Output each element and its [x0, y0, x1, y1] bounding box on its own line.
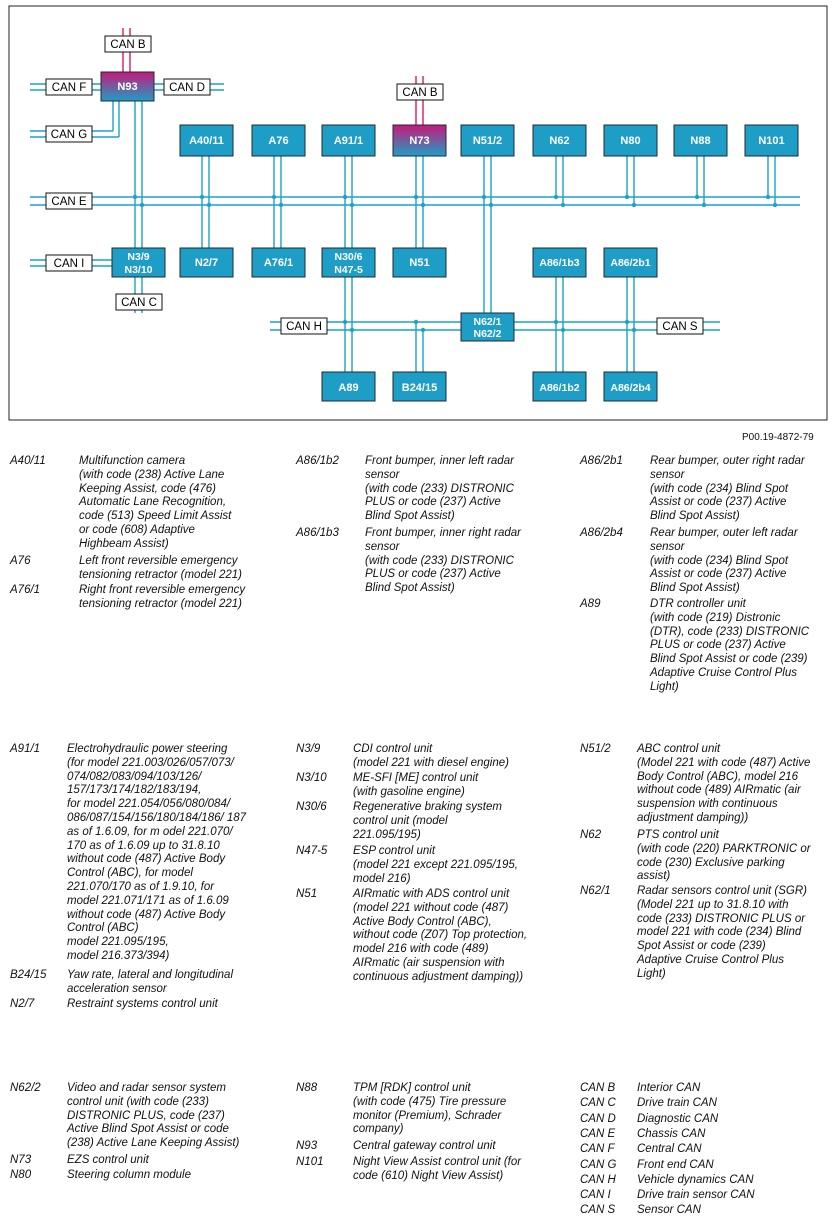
module-n2-7-label: N2/7: [194, 257, 219, 269]
legend-code: A91/1: [10, 743, 41, 755]
legend-code: A40/11: [10, 455, 46, 467]
legend-code: CAN D: [580, 1113, 616, 1125]
junction-dot: [414, 195, 418, 199]
module-n62-2-label: N62/2: [473, 328, 502, 340]
junction-dot: [343, 320, 347, 324]
legend-code: CAN C: [580, 1097, 616, 1109]
legend-desc: Restraint systems control unit: [67, 998, 218, 1010]
junction-dot: [561, 328, 565, 332]
legend-code: N3/9: [296, 743, 321, 755]
module-n80-label: N80: [620, 135, 641, 147]
legend-code: N80: [10, 1169, 32, 1181]
legend-desc: Vehicle dynamics CAN: [637, 1174, 754, 1186]
legend-desc: Front end CAN: [637, 1159, 714, 1171]
can-b-label: CAN B: [110, 39, 146, 51]
legend-desc: Electrohydraulic power steering (for model 221.003/026/057/073/ 074/082/083/094/103/126/ 157/173/174/182/183/194, for model 221.054/056/080/084/ 086/087/154/156/180/184/186/ 187 as of 1.6.09, for m odel 221.070/ 170 as of 1.6.09 up to 31.8.10 without code (487) Active Body Control (ABC), for model 221.070/170 as of 1.9.10, for model 221.071/171 as of 1.6.09 without code (487) Active Body Control (ABC) model 221.095/195, model 216.373/394): [67, 743, 247, 962]
module-n3-9-label: N3/9: [127, 251, 150, 263]
module-n101-label: N101: [758, 135, 785, 147]
legend-desc: Left front reversible emergency tensioning retractor (model 221): [79, 555, 242, 581]
can-e-label: CAN E: [51, 196, 87, 208]
legend-desc: Sensor CAN: [637, 1204, 701, 1216]
module-n51-label: N51: [409, 257, 430, 269]
legend-desc: AIRmatic with ADS control unit (model 221 without code (487) Active Body Control (ABC), without code (Z07) Top protection, model 216 with code (489) AIRmatic (air suspension with continuous adjustment damping)): [353, 888, 528, 983]
legend-desc: ME-SFI [ME] control unit (with gasoline engine): [353, 772, 479, 798]
legend-code: N73: [10, 1154, 32, 1166]
legend-code: N62: [580, 829, 602, 841]
module-n3-10-label: N3/10: [124, 264, 153, 276]
junction-dot: [766, 195, 770, 199]
diagram-frame: [9, 6, 827, 420]
legend-code: A76: [10, 555, 31, 567]
legend-desc: ABC control unit (Model 221 with code (487) Active Body Control (ABC), model 216 without code (489) AIRmatic (air suspension with continuous adjustment damping)): [637, 743, 811, 824]
junction-dot: [632, 328, 636, 332]
legend-code: A89: [580, 598, 601, 610]
legend-desc: Central CAN: [637, 1143, 702, 1155]
module-a76-label: A76: [268, 135, 289, 147]
legend-desc: Chassis CAN: [637, 1128, 706, 1140]
legend-desc: CDI control unit (model 221 with diesel engine): [353, 743, 509, 769]
legend-code: N3/10: [296, 772, 327, 784]
module-a91-1-label: A91/1: [333, 135, 364, 147]
legend-code: N88: [296, 1082, 318, 1094]
legend-code: N62/2: [10, 1082, 41, 1094]
module-a86-1b3-label: A86/1b3: [539, 257, 580, 269]
legend-code: CAN I: [580, 1189, 611, 1201]
junction-dot: [272, 195, 276, 199]
legend-desc: Radar sensors control unit (SGR) (Model 221 up to 31.8.10 with code (233) DISTRONIC PLUS or model 221 with code (234) Blind Spot Assist or code (239) Adaptive Cruise Control Plus Light): [637, 885, 808, 980]
can-c-label: CAN C: [121, 297, 157, 309]
can-s-label: CAN S: [662, 321, 698, 333]
legend-desc: Central gateway control unit: [353, 1140, 496, 1152]
module-b24-15-label: B24/15: [401, 382, 438, 394]
legend-code: N30/6: [296, 801, 327, 813]
can-f-label: CAN F: [51, 82, 87, 94]
legend-code: N47-5: [296, 845, 328, 857]
legend-code: A86/2b1: [580, 455, 623, 467]
legend-code: CAN H: [580, 1174, 616, 1186]
legend-desc: PTS control unit (with code (220) PARKTRONIC or code (230) Exclusive parking assist): [637, 829, 811, 883]
junction-dot: [279, 203, 283, 207]
junction-dot: [625, 320, 629, 324]
legend-desc: Multifunction camera (with code (238) Active Lane Keeping Assist, code (476) Automatic Lane Recognition, code (513) Speed Limit Assist or code (608) Adaptive Highbeam Assist): [79, 455, 232, 550]
legend-code: CAN F: [580, 1143, 615, 1155]
legend-desc: Front bumper, inner left radar sensor (with code (233) DISTRONIC PLUS or code (237) Active Blind Spot Assist): [365, 455, 514, 523]
can-network-diagram: [0, 0, 837, 430]
can-h-label: CAN H: [286, 321, 322, 333]
legend-code: A76/1: [10, 584, 41, 596]
junction-dot: [625, 195, 629, 199]
legend-code: B24/15: [10, 969, 47, 981]
module-a76-1-label: A76/1: [263, 257, 294, 269]
junction-dot: [554, 195, 558, 199]
legend-desc: Rear bumper, outer left radar sensor (with code (234) Blind Spot Assist or code (237) Active Blind Spot Assist): [650, 527, 798, 595]
junction-dot: [421, 203, 425, 207]
module-a40-11-label: A40/11: [189, 135, 224, 147]
legend-desc: Front bumper, inner right radar sensor (with code (233) DISTRONIC PLUS or code (237) Active Blind Spot Assist): [365, 527, 521, 595]
can-b-n73-label: CAN B: [402, 87, 438, 99]
legend-code: N51: [296, 888, 318, 900]
legend-desc: Yaw rate, lateral and longitudinal acceleration sensor: [67, 969, 234, 995]
legend-desc: ESP control unit (model 221 except 221.095/195, model 216): [353, 845, 518, 885]
module-n93-label: N93: [117, 81, 138, 93]
module-n88-label: N88: [690, 135, 711, 147]
legend-desc: Interior CAN: [637, 1082, 701, 1094]
legend-desc: TPM [RDK] control unit (with code (475) Tire pressure monitor (Premium), Schrader company): [353, 1082, 507, 1136]
legend-desc: Video and radar sensor system control unit (with code (233) DISTRONIC PLUS, code (237) Active Blind Spot Assist or code (238) Active Lane Keeping Assist): [67, 1082, 240, 1150]
legend-desc: Diagnostic CAN: [637, 1113, 719, 1125]
junction-dot: [632, 203, 636, 207]
reference-number: P00.19-4872-79: [742, 432, 814, 443]
module-a86-1b2-label: A86/1b2: [539, 382, 580, 394]
junction-dot: [343, 195, 347, 199]
junction-dot: [414, 320, 418, 324]
junction-dot: [554, 320, 558, 324]
legend-desc: Rear bumper, outer right radar sensor (with code (234) Blind Spot Assist or code (237) Active Blind Spot Assist): [650, 455, 805, 523]
legend-desc: DTR controller unit (with code (219) Distronic (DTR), code (233) DISTRONIC PLUS or code (237) Active Blind Spot Assist or code (239) Adaptive Cruise Control Plus Light): [650, 598, 810, 693]
legend-code: N101: [296, 1156, 324, 1168]
module-n62-label: N62: [549, 135, 570, 147]
junction-dot: [200, 195, 204, 199]
legend-desc: Right front reversible emergency tensioning retractor (model 221): [79, 584, 246, 610]
legend-desc: Drive train sensor CAN: [637, 1189, 755, 1201]
junction-dot: [561, 203, 565, 207]
can-i-label: CAN I: [53, 258, 85, 270]
junction-dot: [702, 203, 706, 207]
module-n62-1-label: N62/1: [473, 316, 502, 328]
legend-desc: Drive train CAN: [637, 1097, 717, 1109]
module-a89-label: A89: [338, 382, 359, 394]
junction-dot: [421, 328, 425, 332]
legend-desc: Steering column module: [67, 1169, 192, 1181]
module-n73-label: N73: [409, 135, 430, 147]
can-d-label: CAN D: [169, 82, 205, 94]
legend-code: N93: [296, 1140, 318, 1152]
junction-dot: [695, 195, 699, 199]
can-g-label: CAN G: [50, 129, 88, 141]
legend-code: CAN S: [580, 1204, 616, 1216]
junction-dot: [482, 195, 486, 199]
legend-code: N51/2: [580, 743, 611, 755]
legend-code: A86/1b2: [296, 455, 339, 467]
legend-code: CAN G: [580, 1159, 617, 1171]
junction-dot: [207, 203, 211, 207]
junction-dot: [350, 203, 354, 207]
legend-code: A86/1b3: [296, 527, 339, 539]
junction-dot: [133, 195, 137, 199]
legend-code: CAN B: [580, 1082, 616, 1094]
legend-code: N62/1: [580, 885, 611, 897]
legend-code: N2/7: [10, 998, 35, 1010]
module-a86-2b4-label: A86/2b4: [610, 382, 651, 394]
junction-dot: [773, 203, 777, 207]
module-a86-2b1-label: A86/2b1: [610, 257, 651, 269]
legend-code: A86/2b4: [580, 527, 623, 539]
legend-desc: Night View Assist control unit (for code (610) Night View Assist): [353, 1156, 522, 1182]
legend-desc: Regenerative braking system control unit (model 221.095/195): [353, 801, 502, 841]
module-n51-2-label: N51/2: [472, 135, 503, 147]
junction-dot: [350, 328, 354, 332]
legend-desc: EZS control unit: [67, 1154, 149, 1166]
junction-dot: [489, 203, 493, 207]
module-n30-6-label: N30/6: [334, 251, 363, 263]
junction-dot: [140, 203, 144, 207]
legend-code: CAN E: [580, 1128, 616, 1140]
module-n47-5-label: N47-5: [334, 264, 363, 276]
